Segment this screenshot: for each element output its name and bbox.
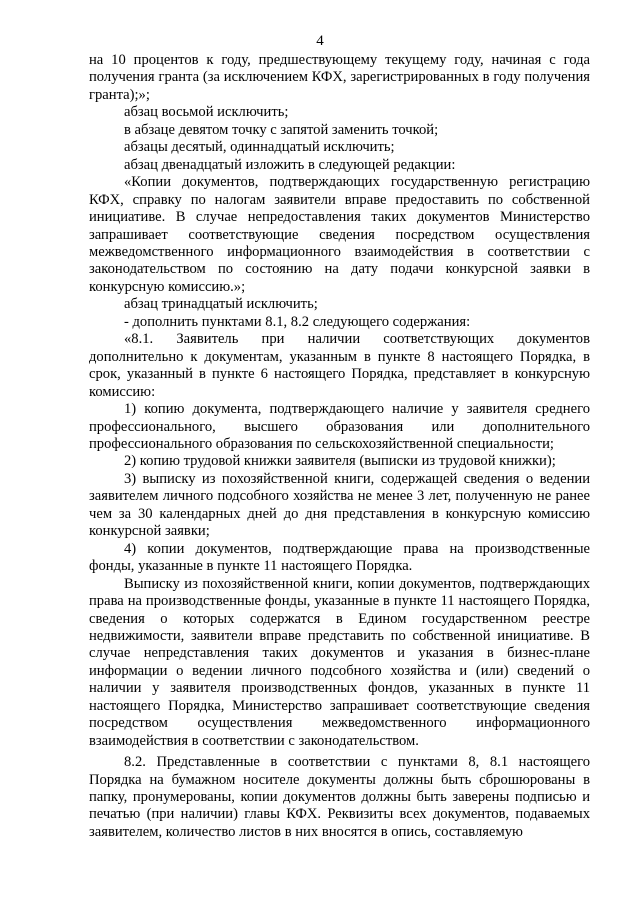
paragraph: «8.1. Заявитель при наличии соответствующих документов дополнительно к документам, указанным в пункте 8 настоящего Порядка, в срок, указанный в пункте 6 настоящего Порядка, представляет в конкурсную комиссию: <box>89 331 590 400</box>
paragraph: в абзаце девятом точку с запятой заменить точкой; <box>124 121 439 138</box>
paragraph: абзац восьмой исключить; <box>124 104 289 121</box>
paragraph: Выписку из похозяйственной книги, копии документов, подтверждающих права на производственные фонды, указанные в пункте 11 настоящего Порядка, сведения о которых содержатся в Едином государственном реестре недвижимости, заявители вправе представить по собственной инициативе. В случае непредставления таких документов и указания в бизнес-плане информации о ведении личного подсобного хозяйства и (или) сведений о наличии у заявителя производственных фондов, указанных в пункте 11 настоящего Порядка, Министерство запрашивает соответствующие сведения посредством осуществления межведомственного информационного взаимодействия в соответствии с законодательством. <box>89 575 590 749</box>
paragraph: 4) копии документов, подтверждающие права на производственные фонды, указанные в пункте 11 настоящего Порядка. <box>89 540 590 575</box>
document-body <box>89 52 590 841</box>
paragraph: 1) копию документа, подтверждающего наличие у заявителя среднего профессионального, высшего образования или дополнительного профессионального образования по сельскохозяйственной специальности; <box>89 401 590 452</box>
page-number: 4 <box>316 33 324 49</box>
paragraph: «Копии документов, подтверждающих государственную регистрацию КФХ, справку по налогам заявители вправе предоставить по собственной инициативе. В случае непредоставления таких документов Министерство запрашивает соответствующие сведения посредством осуществления межведомственного информационного взаимодействия в соответствии с законодательством по состоянию на дату подачи конкурсной заявки в конкурсную комиссию.»; <box>89 174 590 295</box>
paragraph: 2) копию трудовой книжки заявителя (выписки из трудовой книжки); <box>124 453 556 470</box>
paragraph: 3) выписку из похозяйственной книги, содержащей сведения о ведении заявителем личного подсобного хозяйства не менее 3 лет, полученную не ранее чем за 30 календарных дней до дня представления в конкурсную комиссию конкурсной заявки; <box>89 470 590 540</box>
paragraph: абзац тринадцатый исключить; <box>124 296 318 313</box>
paragraph: - дополнить пунктами 8.1, 8.2 следующего содержания: <box>124 313 471 330</box>
paragraph: 8.2. Представленные в соответствии с пунктами 8, 8.1 настоящего Порядка на бумажном носителе документы должны быть сброшюрованы в папку, пронумерованы, копии документов должны быть заверены подписью и печатью (при наличии) главы КФХ. Реквизиты всех документов, подаваемых заявителем, количество листов в них вносятся в опись, составляемую <box>89 754 590 840</box>
paragraph: на 10 процентов к году, предшествующему текущему году, начиная с года получения гранта (за исключением КФХ, зарегистрированных в году получения гранта);»; <box>89 52 590 103</box>
paragraph: абзац двенадцатый изложить в следующей редакции: <box>124 156 456 173</box>
paragraph: абзацы десятый, одиннадцатый исключить; <box>124 139 395 156</box>
